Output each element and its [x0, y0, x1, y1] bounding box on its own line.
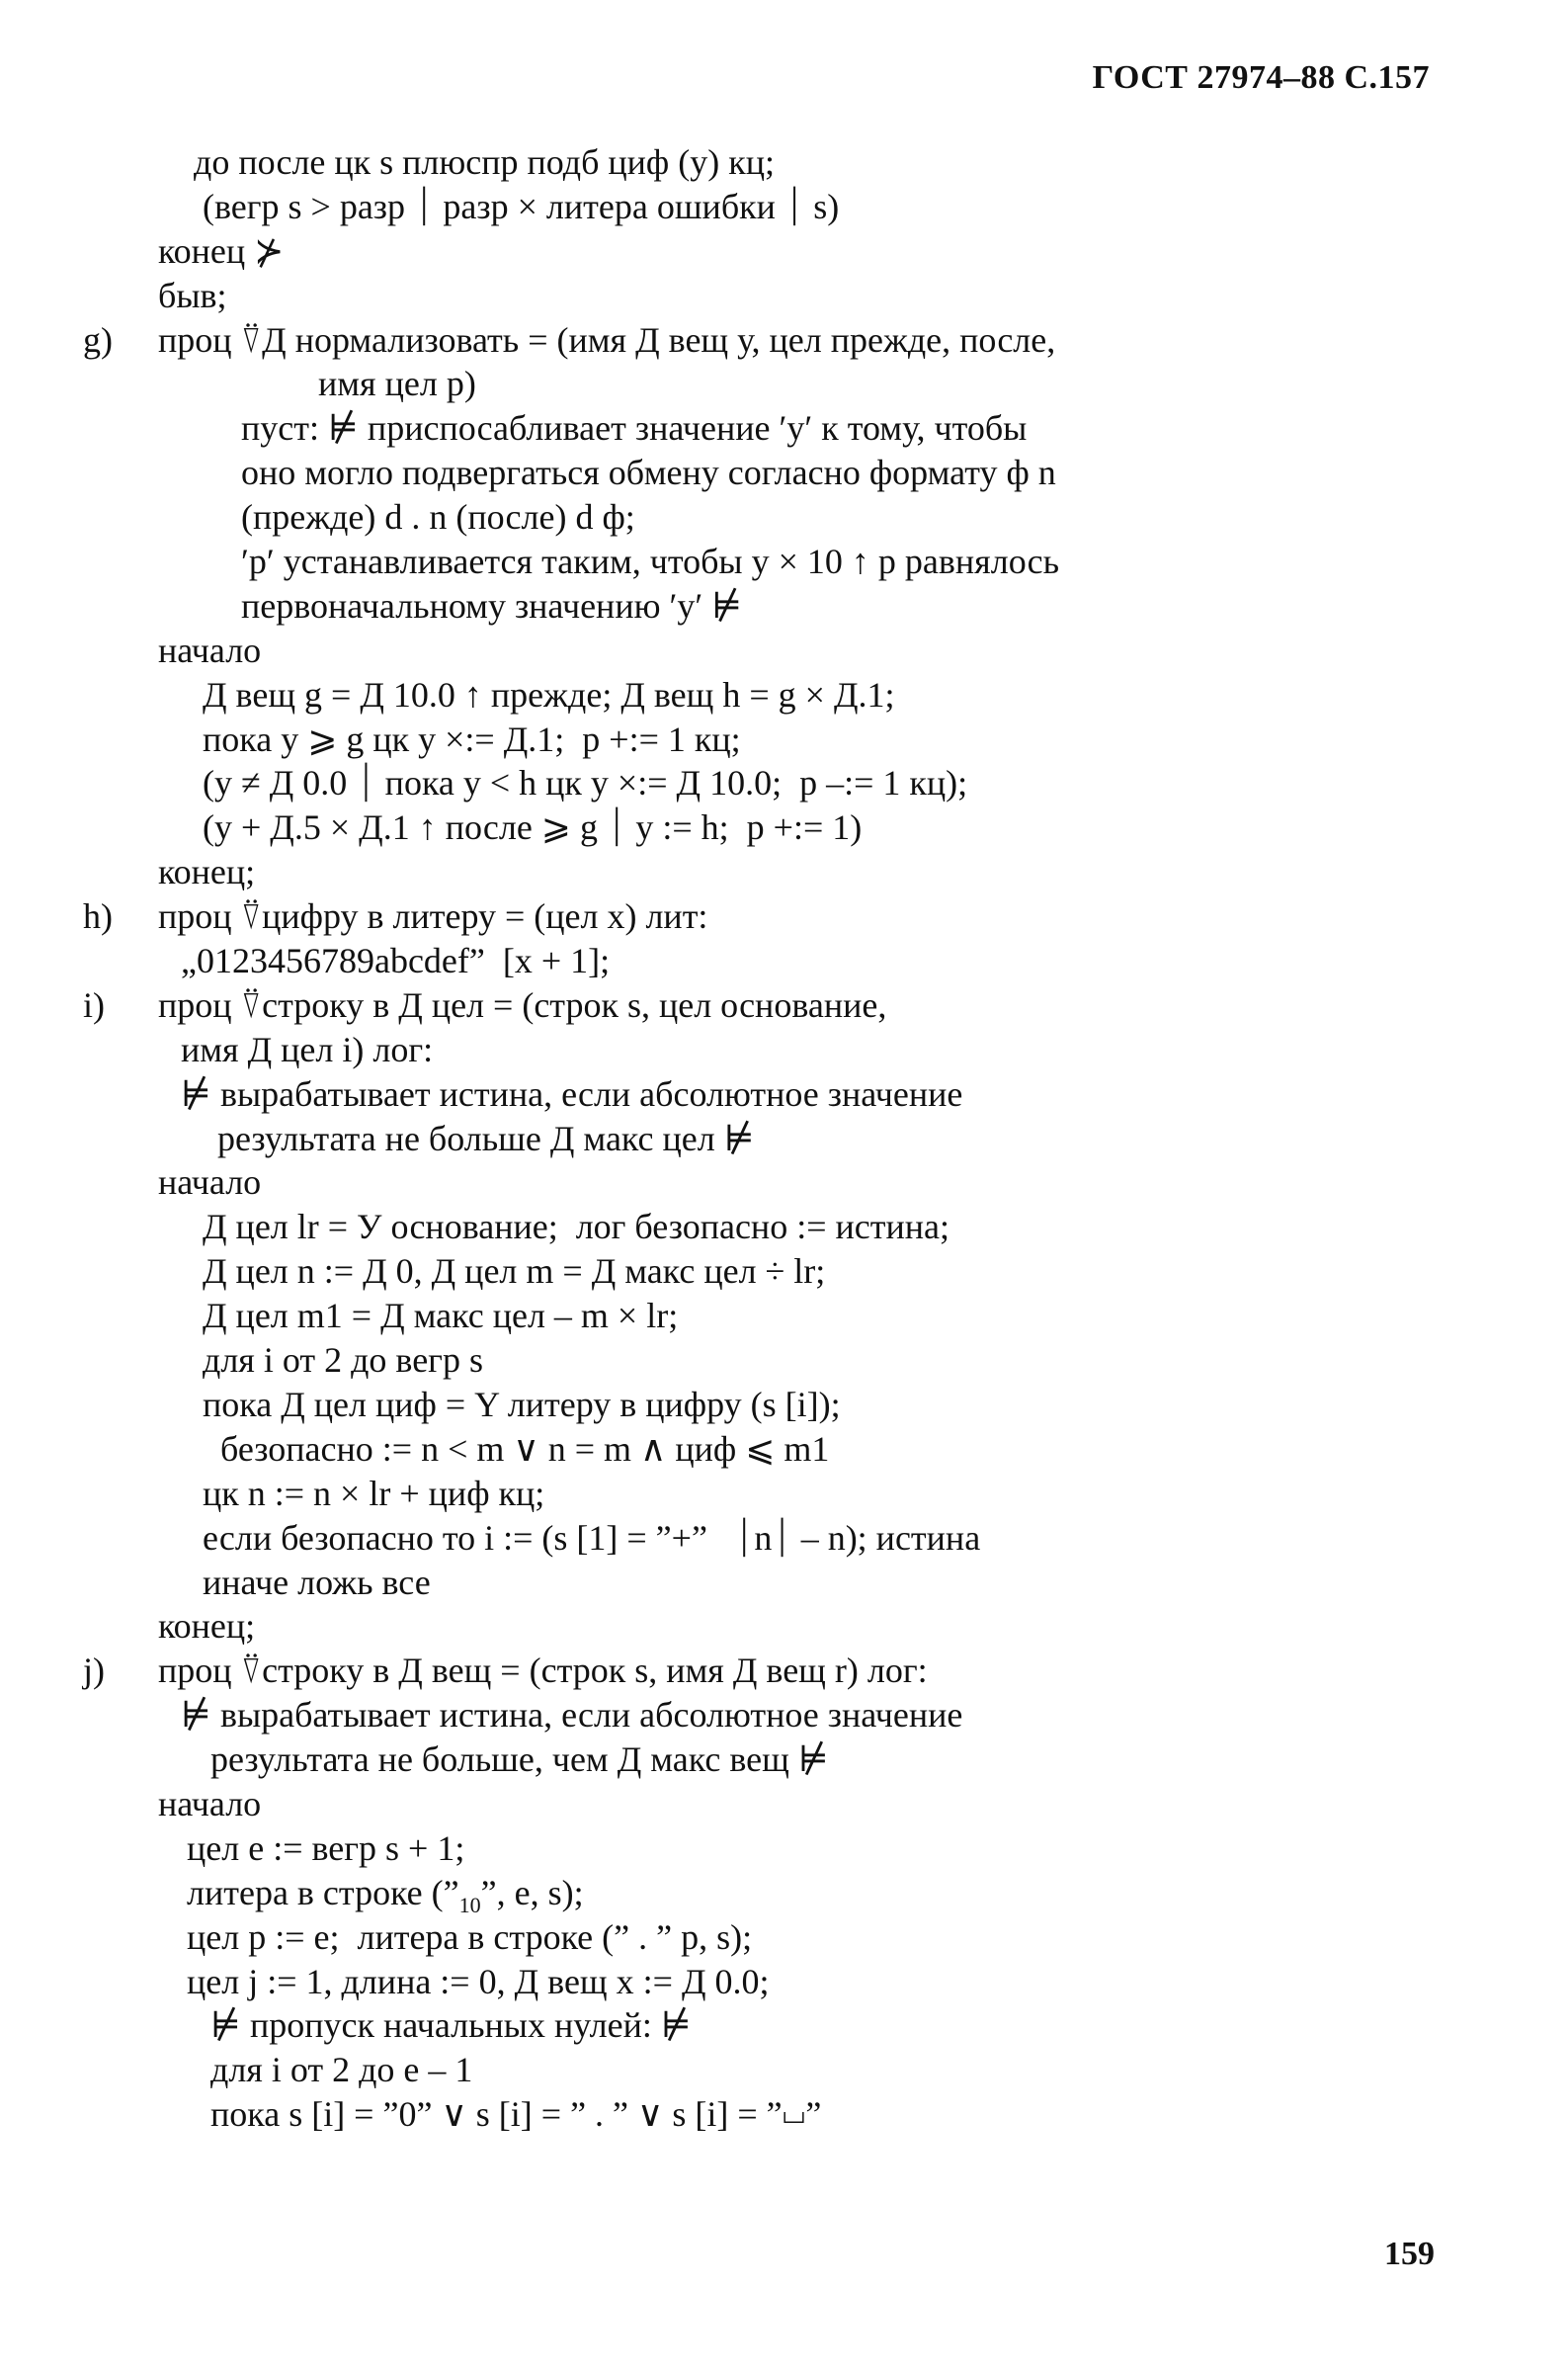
code-line	[0, 406, 1568, 451]
code-text	[203, 1205, 949, 1249]
code-line	[0, 629, 1568, 673]
code-text	[158, 229, 284, 274]
code-text-main: ′р′ устанавливается таким, чтобы у × 10 ↑ р равнялось	[241, 542, 1059, 582]
code-line	[0, 584, 1568, 629]
code-text-main: (прежде) d . n (после) d ф;	[241, 497, 635, 538]
code-text	[318, 362, 476, 406]
code-text-main: безопасно := n < m ∨ n = m ∧ циф ⩽ m1	[220, 1428, 830, 1469]
code-line	[0, 939, 1568, 983]
code-text-main: имя цел р)	[318, 364, 476, 404]
code-line	[0, 1249, 1568, 1294]
clause-label: g)	[83, 319, 113, 360]
code-text-main: ⊭ пропуск начальных нулей: ⊭	[210, 2005, 692, 2046]
code-text-main: результата не больше Д макс цел ⊭	[217, 1118, 755, 1158]
code-line	[0, 1338, 1568, 1383]
code-text	[181, 1693, 962, 1737]
code-text-main: литера в строке (”	[187, 1872, 459, 1912]
code-text-main: быв;	[158, 275, 227, 315]
code-line	[0, 1472, 1568, 1516]
code-text-main: иначе ложь все	[203, 1562, 431, 1602]
code-line	[0, 1782, 1568, 1826]
code-text-main: имя Д цел i) лог:	[181, 1029, 434, 1069]
code-line	[0, 1960, 1568, 2004]
code-text-main: Д цел lr = У основание; лог безопасно := истина;	[203, 1207, 949, 1247]
code-text-main: конец;	[158, 1606, 256, 1647]
code-line	[0, 805, 1568, 850]
code-text-main: начало	[158, 630, 262, 670]
code-text-main: цк n := n × lr + циф кц;	[203, 1473, 545, 1513]
code-text	[210, 2003, 692, 2048]
code-text-main: (у + Д.5 × Д.1 ↑ после ⩾ g ⏐ у := h; р +:= 1)	[203, 807, 863, 848]
code-line	[0, 1561, 1568, 1605]
subscript: 10	[458, 1892, 481, 1917]
code-text	[181, 1072, 962, 1117]
code-line	[0, 185, 1568, 229]
code-text-main: пуст: ⊭ приспосабливает значение ′у′ к тому, чтобы	[241, 408, 1028, 449]
code-line	[0, 1294, 1568, 1338]
code-text-main: начало	[158, 1162, 262, 1203]
code-text	[217, 1117, 755, 1161]
code-text	[158, 1160, 261, 1205]
code-text	[158, 894, 707, 939]
code-text-main: цел j := 1, длина := 0, Д вещ х := Д 0.0;	[187, 1961, 770, 2001]
code-line	[0, 540, 1568, 584]
code-text	[241, 495, 635, 540]
code-text-after: ”, е, s);	[480, 1872, 584, 1912]
code-text-main: пока s [i] = ”0” ∨ s [i] = ” . ” ∨ s [i] = ”⏘”	[210, 2094, 822, 2135]
code-line	[0, 1693, 1568, 1737]
code-text-main: проц ⍢Д нормализовать = (имя Д вещ у, цел прежде, после,	[158, 319, 1056, 360]
code-line	[0, 894, 1568, 939]
code-text	[203, 1561, 431, 1605]
code-text	[210, 2092, 821, 2137]
code-text	[220, 1427, 829, 1472]
code-text-main: для i от 2 до вегр s	[203, 1340, 483, 1381]
code-text	[158, 1604, 255, 1649]
code-line	[0, 229, 1568, 274]
code-text-main: результата не больше, чем Д макс вещ ⊭	[210, 1739, 829, 1780]
code-line	[0, 1160, 1568, 1205]
code-text	[203, 805, 862, 850]
code-line	[0, 2092, 1568, 2137]
code-text-main: (вегр s > разр ⏐ разр × литера ошибки ⏐ s)	[203, 186, 840, 226]
code-text	[194, 140, 775, 185]
code-text	[187, 1915, 752, 1960]
code-line	[0, 1117, 1568, 1161]
code-line	[0, 2048, 1568, 2092]
code-line	[0, 1205, 1568, 1249]
code-text-main: проц ⍢строку в Д цел = (строк s, цел основание,	[158, 984, 887, 1025]
code-text	[158, 983, 886, 1028]
code-text-main: (у ≠ Д 0.0 ⏐ пока у < h цк у ×:= Д 10.0; р –:= 1 кц);	[203, 763, 968, 804]
code-line	[0, 673, 1568, 718]
code-text-main: проц ⍢цифру в литеру = (цел х) лит:	[158, 896, 708, 937]
code-text-main: ⊭ вырабатывает истина, если абсолютное значение	[181, 1073, 963, 1114]
code-text	[187, 1871, 584, 1915]
code-line	[0, 495, 1568, 540]
code-line	[0, 1516, 1568, 1561]
code-text	[210, 1737, 829, 1782]
code-line	[0, 2003, 1568, 2048]
code-line	[0, 1871, 1568, 1915]
code-text	[241, 451, 1056, 495]
code-text	[187, 1960, 770, 2004]
code-text	[187, 1826, 464, 1871]
code-text-main: Д цел n := Д 0, Д цел m = Д макс цел ÷ lr;	[203, 1251, 826, 1292]
code-text	[241, 540, 1059, 584]
code-line	[0, 850, 1568, 894]
code-text-main: конец ⊁	[158, 230, 285, 271]
code-text-main: пока у ⩾ g цк у ×:= Д.1; р +:= 1 кц;	[203, 719, 741, 759]
page-header: ГОСТ 27974–88 С.157	[1092, 59, 1430, 96]
code-line	[0, 140, 1568, 185]
code-text-main: „0123456789abcdef” [х + 1];	[181, 941, 611, 981]
code-text-main: проц ⍢строку в Д вещ = (строк s, имя Д вещ r) лог:	[158, 1651, 928, 1691]
code-text	[181, 1028, 433, 1072]
clause-label: j)	[83, 1651, 105, 1691]
code-text-main: Д вещ g = Д 10.0 ↑ прежде; Д вещ h = g × Д.1;	[203, 674, 895, 715]
code-text-main: оно могло подвергаться обмену согласно формату ф n	[241, 453, 1056, 493]
code-line	[0, 451, 1568, 495]
code-text	[203, 1472, 544, 1516]
code-line	[0, 1028, 1568, 1072]
code-text	[203, 1383, 841, 1427]
code-text	[158, 1649, 928, 1693]
code-text	[203, 673, 895, 718]
code-text-main: цел р := е; литера в строке (” . ” р, s);	[187, 1916, 753, 1957]
code-line	[0, 274, 1568, 318]
code-line	[0, 983, 1568, 1028]
code-text	[203, 1294, 678, 1338]
code-text-main: начало	[158, 1783, 262, 1823]
code-text	[181, 939, 610, 983]
page-number: 159	[1384, 2236, 1435, 2272]
code-line	[0, 1383, 1568, 1427]
code-text-main: для i от 2 до е – 1	[210, 2050, 473, 2090]
code-text-main: Д цел m1 = Д макс цел – m × lr;	[203, 1296, 679, 1336]
code-text-main: пока Д цел циф = Y литеру в цифру (s [i]);	[203, 1384, 841, 1424]
code-text-main: если безопасно то i := (s [1] = ”+” ⏐n⏐ – n); истина	[203, 1517, 981, 1558]
code-text	[158, 629, 261, 673]
code-text	[158, 850, 255, 894]
code-line	[0, 718, 1568, 762]
clause-label: i)	[83, 984, 105, 1025]
code-text	[241, 406, 1027, 451]
code-text	[241, 584, 742, 629]
code-line	[0, 1737, 1568, 1782]
code-line	[0, 1649, 1568, 1693]
code-line	[0, 1915, 1568, 1960]
clause-label: h)	[83, 896, 113, 937]
code-line	[0, 362, 1568, 406]
code-text-main: ⊭ вырабатывает истина, если абсолютное значение	[181, 1695, 963, 1736]
code-line	[0, 1826, 1568, 1871]
code-text	[203, 1516, 980, 1561]
code-text	[158, 318, 1055, 363]
code-text	[158, 274, 227, 318]
code-text	[158, 1782, 261, 1826]
code-text	[203, 761, 967, 805]
code-text	[203, 185, 839, 229]
code-text-main: до после цк s плюспр подб циф (у) кц;	[194, 142, 775, 182]
code-line	[0, 761, 1568, 805]
code-text-main: цел е := вегр s + 1;	[187, 1827, 465, 1868]
code-text	[210, 2048, 472, 2092]
code-line	[0, 1604, 1568, 1649]
code-line	[0, 1427, 1568, 1472]
code-text	[203, 718, 741, 762]
code-text-main: первоначальному значению ′у′ ⊭	[241, 585, 743, 626]
code-text-main: конец;	[158, 852, 256, 892]
code-text	[203, 1249, 825, 1294]
code-line	[0, 318, 1568, 363]
code-text	[203, 1338, 483, 1383]
code-line	[0, 1072, 1568, 1117]
code-listing	[0, 140, 1568, 2137]
